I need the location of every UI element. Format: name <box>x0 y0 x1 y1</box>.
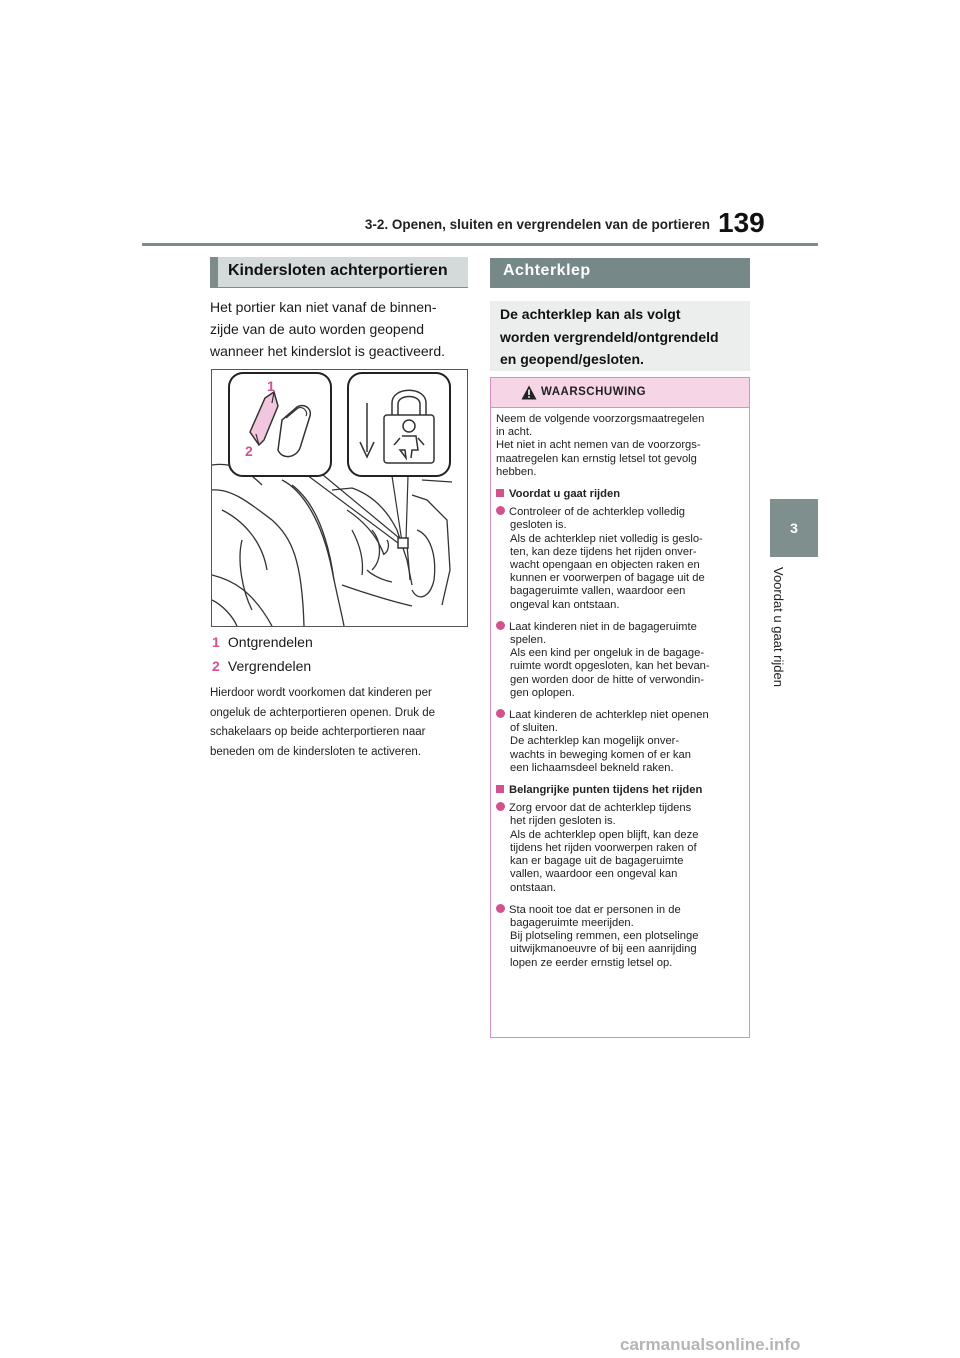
bullet-line: vallen, waardoor een ongeval kan <box>510 868 678 881</box>
square-bullet-icon <box>496 489 504 497</box>
warning-intro-line: Het niet in acht nemen van de voorzorgs- <box>496 439 701 452</box>
chapter-label <box>772 567 816 717</box>
step-label: Ontgrendelen <box>227 634 313 650</box>
bullet-line: tijdens het rijden voorwerpen raken of <box>510 841 697 854</box>
bullet-line: spelen. <box>510 634 547 647</box>
child-lock-drawing <box>212 370 467 626</box>
bullet-text: Laat kinderen niet in de bagageruimte <box>509 620 697 633</box>
bullet-line: ontstaan. <box>510 881 557 894</box>
bullet-line <box>496 506 744 519</box>
bullet-line: lopen ze eerder ernstig letsel op. <box>510 956 673 969</box>
heading-kindersloten-text: Kindersloten achterportieren <box>228 262 448 279</box>
warning-intro-line: maatregelen kan ernstig letsel tot gevolg <box>496 452 697 465</box>
section-title: 3-2. Openen, sluiten en vergrendelen van de portieren <box>364 217 710 232</box>
bullet-line: wachts in beweging komen of er kan <box>510 748 691 761</box>
round-bullet-icon <box>496 709 505 718</box>
figure-label-2: 2 <box>245 443 253 459</box>
warning-intro-line: in acht. <box>496 426 533 439</box>
intro-text <box>210 296 468 362</box>
bullet-line: ten, kan deze tijdens het rijden onver- <box>510 545 697 558</box>
chapter-tab[interactable]: 3 <box>770 499 818 557</box>
warning-box <box>490 377 750 1038</box>
desc-line: Hierdoor wordt voorkomen dat kinderen per <box>210 687 432 699</box>
child-lock-illustration <box>211 369 468 627</box>
bullet-line: Als de achterklep niet volledig is geslo- <box>510 532 703 545</box>
bullet-line: ruimte wordt opgesloten, kan het bevan- <box>510 660 710 673</box>
step-label: Vergrendelen <box>227 658 312 674</box>
watermark-link[interactable]: carmanualsonline.info <box>620 1335 801 1354</box>
info-line: De achterklep kan als volgt <box>500 306 681 322</box>
bullet-line: Bij plotseling remmen, een plotselinge <box>510 930 699 943</box>
info-line: worden vergrendeld/ontgrendeld <box>500 328 719 345</box>
bullet-line: het rijden gesloten is. <box>510 815 616 828</box>
warning-section-title <box>496 488 744 501</box>
warning-intro-line: Neem de volgende voorzorgsmaatregelen <box>496 413 705 425</box>
figure-label-1: 1 <box>267 378 275 394</box>
bullet-line: Als de achterklep open blijft, kan deze <box>510 828 699 841</box>
bullet-line: of sluiten. <box>510 722 558 735</box>
bullet-line: bagageruimte meerijden. <box>510 916 634 929</box>
bullet-text: Laat kinderen de achterklep niet openen <box>509 709 709 722</box>
bullet-line: een lichaamsdeel bekneld raken. <box>510 761 674 774</box>
bullet-line <box>496 621 744 634</box>
page-number: 139 <box>718 207 765 238</box>
round-bullet-icon <box>496 621 505 630</box>
bullet-line: kunnen er voorwerpen of bagage uit de <box>510 572 705 585</box>
info-text <box>500 303 719 371</box>
bullet-text: Controleer of de achterklep volledig <box>509 506 685 519</box>
bullet-line: kan er bagage uit de bagageruimte <box>510 855 684 868</box>
round-bullet-icon <box>496 506 505 515</box>
info-box <box>490 301 750 371</box>
header-rule <box>142 243 818 246</box>
bullet-text: Sta nooit toe dat er personen in de <box>509 903 681 916</box>
bullet-line: Als een kind per ongeluk in de bagage- <box>510 647 705 660</box>
step-lock <box>212 658 311 674</box>
step-number: 2 <box>212 658 220 674</box>
bullet-line: gesloten is. <box>510 519 567 532</box>
bullet-text: Zorg ervoor dat de achterklep tijdens <box>509 802 692 815</box>
step-unlock <box>212 634 313 650</box>
description-text <box>210 684 468 762</box>
round-bullet-icon <box>496 904 505 913</box>
step-number: 1 <box>212 634 220 650</box>
bullet-line: ongeval kan ontstaan. <box>510 598 620 611</box>
desc-line: schakelaars op beide achterportieren naar <box>210 726 426 738</box>
warning-intro-line: hebben. <box>496 465 537 478</box>
bullet-line <box>496 802 744 815</box>
square-bullet-icon <box>496 785 504 793</box>
chapter-label-text: Voordat u gaat rijden <box>771 567 786 687</box>
info-line: en geopend/gesloten. <box>500 351 644 367</box>
desc-line: beneden om de kindersloten te activeren. <box>210 745 421 758</box>
intro-line: wanneer het kinderslot is geactiveerd. <box>210 343 446 359</box>
bullet-line: De achterklep kan mogelijk onver- <box>510 735 680 748</box>
section-title-text: Voordat u gaat rijden <box>509 488 621 501</box>
bullet-line: gen worden door de hitte of verwondin- <box>510 673 705 686</box>
desc-line: ongeluk de achterportieren openen. Druk de <box>210 706 436 719</box>
bullet-line: uitwijkmanoeuvre of bij een aanrijding <box>510 943 697 956</box>
warning-title: WAARSCHUWING <box>541 386 647 398</box>
section-title-text: Belangrijke punten tijdens het rijden <box>509 784 703 797</box>
intro-line: zijde van de auto worden geopend <box>210 321 425 337</box>
warning-header <box>491 378 749 408</box>
bullet-line <box>496 904 744 917</box>
intro-line: Het portier kan niet vanaf de binnen- <box>210 299 437 315</box>
bullet-line <box>496 709 744 722</box>
warning-section-title <box>496 784 744 797</box>
warning-triangle-icon <box>521 385 537 400</box>
round-bullet-icon <box>496 802 505 811</box>
heading-achterklep-text: Achterklep <box>503 262 591 279</box>
heading-kindersloten <box>210 257 468 288</box>
bullet-line: bagageruimte vallen, waardoor een <box>510 585 686 598</box>
heading-achterklep <box>490 258 750 288</box>
bullet-line: wacht opengaan en objecten raken en <box>510 559 700 572</box>
warning-body <box>496 413 744 970</box>
bullet-line: gen oplopen. <box>510 686 575 699</box>
